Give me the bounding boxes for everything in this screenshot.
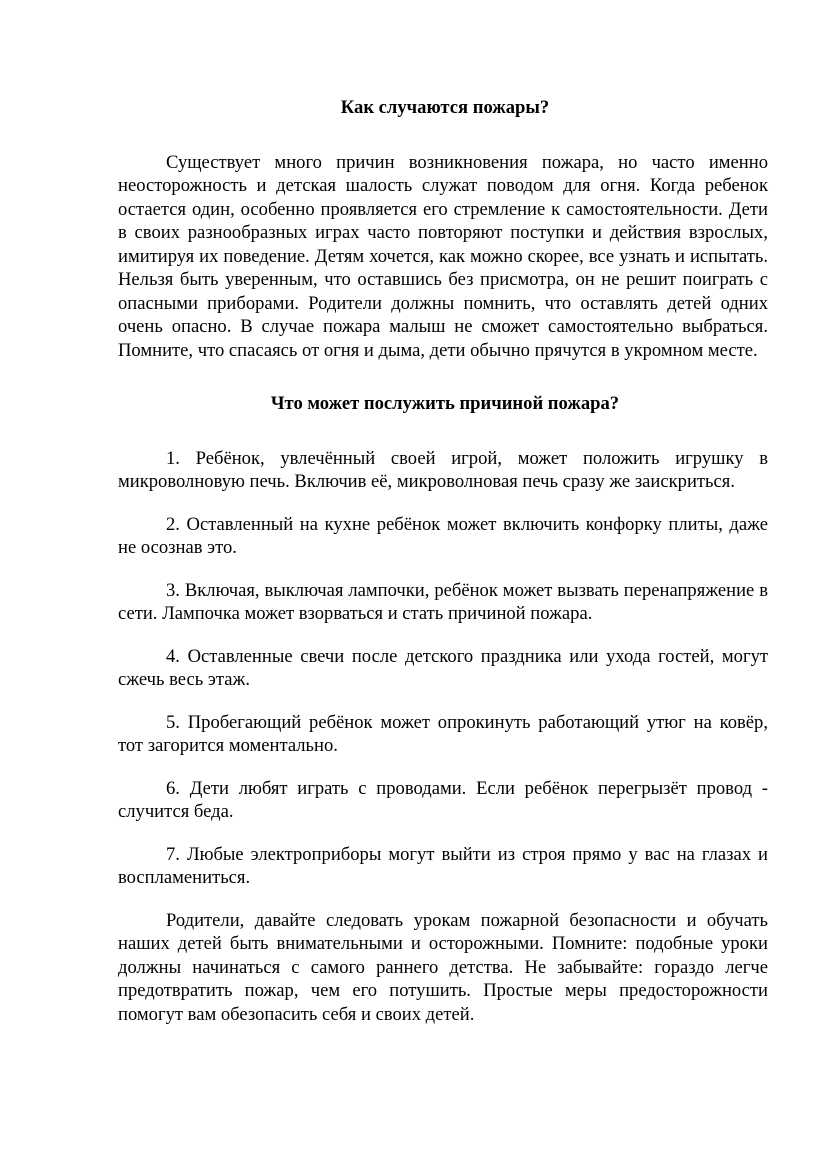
list-item-1: 1. Ребёнок, увлечённый своей игрой, может положить игрушку в микроволновую печь. Включив её, микроволновая печь сразу же заискриться.	[118, 447, 768, 492]
list-item-4: 4. Оставленные свечи после детского праздника или ухода гостей, могут сжечь весь этаж.	[118, 645, 768, 690]
closing-paragraph: Родители, давайте следовать урокам пожарной безопасности и обучать наших детей быть внимательными и осторожными. Помните: подобные уроки должны начинаться с самого раннего детства. Не забывайте: гораздо легче предотвратить пожар, чем его потушить. Простые меры предосторожности помогут вам обезопасить себя и своих детей.	[118, 909, 768, 1025]
list-item-6: 6. Дети любят играть с проводами. Если ребёнок перегрызёт провод - случится беда.	[118, 777, 768, 822]
intro-paragraph: Существует много причин возникновения пожара, но часто именно неосторожность и детская шалость служат поводом для огня. Когда ребенок остается один, особенно проявляется его стремление к самостоятельности. Дети в своих разнообразных играх часто повторяют поступки и действия взрослых, имитируя их поведение. Детям хочется, как можно скорее, все узнать и испытать. Нельзя быть уверенным, что оставшись без присмотра, он не решит поиграть с опасными приборами. Родители должны помнить, что оставлять детей одних очень опасно. В случае пожара малыш не сможет самостоятельно выбраться. Помните, что спасаясь от огня и дыма, дети обычно прячутся в укромном месте.	[118, 151, 768, 361]
section-heading: Что может послужить причиной пожара?	[270, 393, 620, 414]
document-body	[118, 96, 768, 1026]
list-item-3: 3. Включая, выключая лампочки, ребёнок может вызвать перенапряжение в сети. Лампочка может взорваться и стать причиной пожара.	[118, 579, 768, 624]
list-item-5: 5. Пробегающий ребёнок может опрокинуть работающий утюг на ковёр, тот загорится моментально.	[118, 711, 768, 756]
list-item-2: 2. Оставленный на кухне ребёнок может включить конфорку плиты, даже не осознав это.	[118, 513, 768, 558]
list-item-7: 7. Любые электроприборы могут выйти из строя прямо у вас на глазах и воспламениться.	[118, 843, 768, 888]
document-title: Как случаются пожары?	[340, 97, 550, 118]
